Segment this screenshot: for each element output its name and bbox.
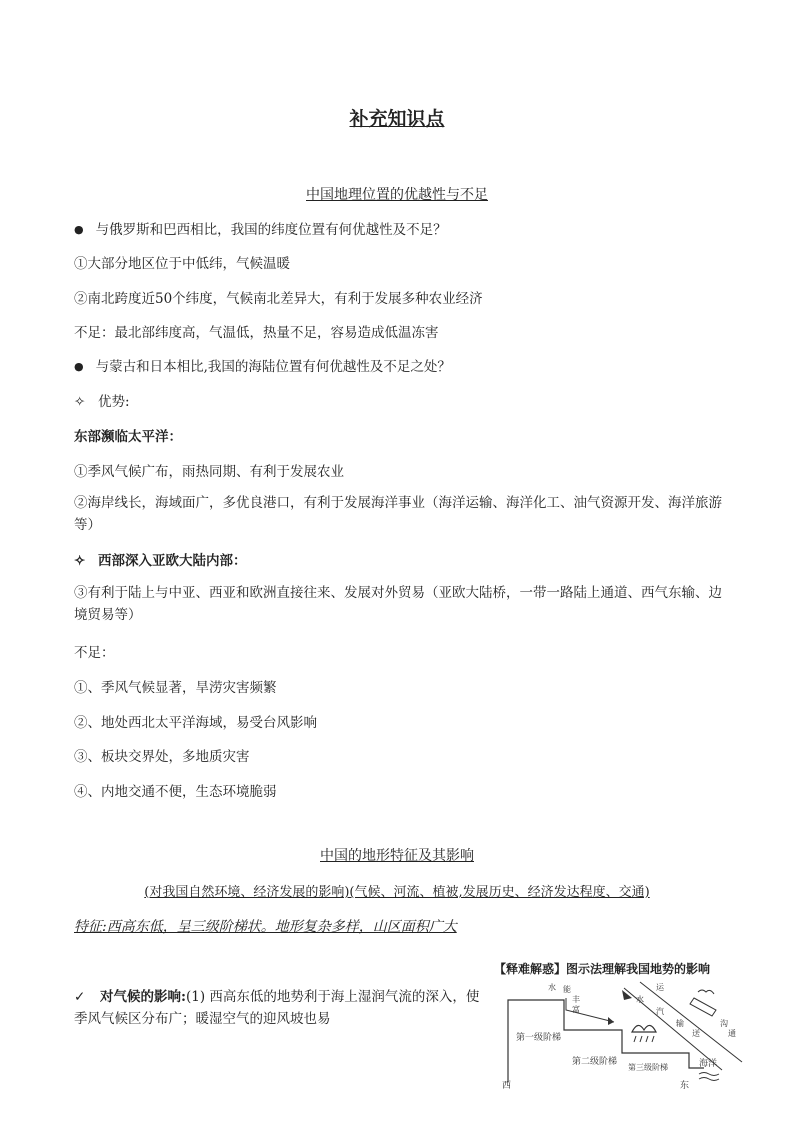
disadvantage-item: ②、地处西北太平洋海域，易受台风影响: [74, 715, 317, 731]
disadvantage-item: ④、内地交通不便，生态环境脆弱: [74, 784, 277, 800]
diagram-char: 运: [656, 983, 664, 992]
diagram-char: 输: [676, 1019, 684, 1028]
disadvantage-item: ①、季风气候显著，旱涝灾害频繁: [74, 680, 277, 696]
answer-line: ①季风气候广布，雨热同期、有利于发展农业: [74, 464, 344, 480]
wave-icon: [699, 1073, 719, 1081]
step2-label: 第二级阶梯: [572, 1057, 618, 1067]
section-heading-location: 中国地理位置的优越性与不足: [306, 187, 488, 203]
step3-label: 第三级阶梯: [628, 1063, 668, 1072]
figure-caption: 【释难解惑】图示法理解我国地势的影响: [494, 962, 711, 976]
diagram-char: 水: [636, 995, 644, 1004]
section-heading-terrain: 中国的地形特征及其影响: [320, 848, 474, 864]
diagram-char: 沟: [720, 1019, 728, 1028]
diagram-char: 通: [728, 1029, 736, 1038]
answer-line: ①大部分地区位于中低纬，气候温暖: [74, 256, 290, 272]
answer-paragraph: ②海岸线长，海域面广，多优良港口，有利于发展海洋事业（海洋运输、海洋化工、油气资源开发、海洋旅游等）: [74, 495, 722, 533]
question-sea-land: ● 与蒙古和日本相比,我国的海陆位置有何优越性及不足之处？: [74, 355, 451, 375]
advantage-heading: ✧ 优势:: [74, 394, 130, 410]
diagram-char: 汽: [656, 1007, 664, 1016]
west-label: 西: [502, 1081, 512, 1090]
west-heading: ✧ 西部深入亚欧大陆内部：: [74, 553, 247, 569]
east-label: 东: [680, 1081, 690, 1090]
ocean-label: 海洋: [699, 1059, 718, 1069]
diagram-char: 水: [548, 983, 556, 992]
diagram-char: 送: [692, 1029, 700, 1038]
disadvantage-item: ③、板块交界处，多地质灾害: [74, 749, 250, 765]
section-subheading: (对我国自然环境、经济发展的影响)(气候、河流、植被,发展历史、经济发达程度、交通): [144, 885, 650, 900]
diamond-bullet-icon: ✧: [74, 394, 86, 410]
diagram-char: 丰: [572, 995, 580, 1004]
diamond-bullet-icon: ✧: [74, 553, 86, 569]
diagram-char: 能: [563, 985, 571, 994]
east-label: 东部濒临太平洋：: [74, 429, 182, 445]
terrain-steps-diagram: [494, 978, 744, 1090]
answer-line: ②南北跨度近50个纬度，气候南北差异大，有利于发展多种农业经济: [74, 291, 483, 307]
step1-label: 第一级阶梯: [516, 1033, 562, 1043]
answer-line: 不足：最北部纬度高，气温低，热量不足，容易造成低温冻害: [74, 325, 439, 341]
arrow-icon: [622, 990, 632, 1000]
question-latitude: ● 与俄罗斯和巴西相比，我国的纬度位置有何优越性及不足？: [74, 218, 447, 238]
climate-paragraph: ✓ 对气候的影响:(1) 西高东低的地势利于海上湿润气流的深入，使季风气候区分布广；暖湿空气的迎风坡也易: [74, 986, 484, 1030]
check-icon: ✓: [74, 989, 86, 1005]
page-title: 补充知识点: [349, 108, 445, 130]
disadvantage-label: 不足：: [74, 645, 115, 661]
ship-icon: [690, 990, 716, 1016]
answer-paragraph: ③有利于陆上与中亚、西亚和欧洲直接往来、发展对外贸易（亚欧大陆桥，一带一路陆上通道、西气东输、边境贸易等）: [74, 585, 722, 623]
rain-cloud-icon: [632, 1025, 656, 1042]
diagram-char: 富: [572, 1005, 580, 1014]
feature-statement: 特征:西高东低，呈三级阶梯状。地形复杂多样，山区面积广大: [74, 919, 457, 935]
